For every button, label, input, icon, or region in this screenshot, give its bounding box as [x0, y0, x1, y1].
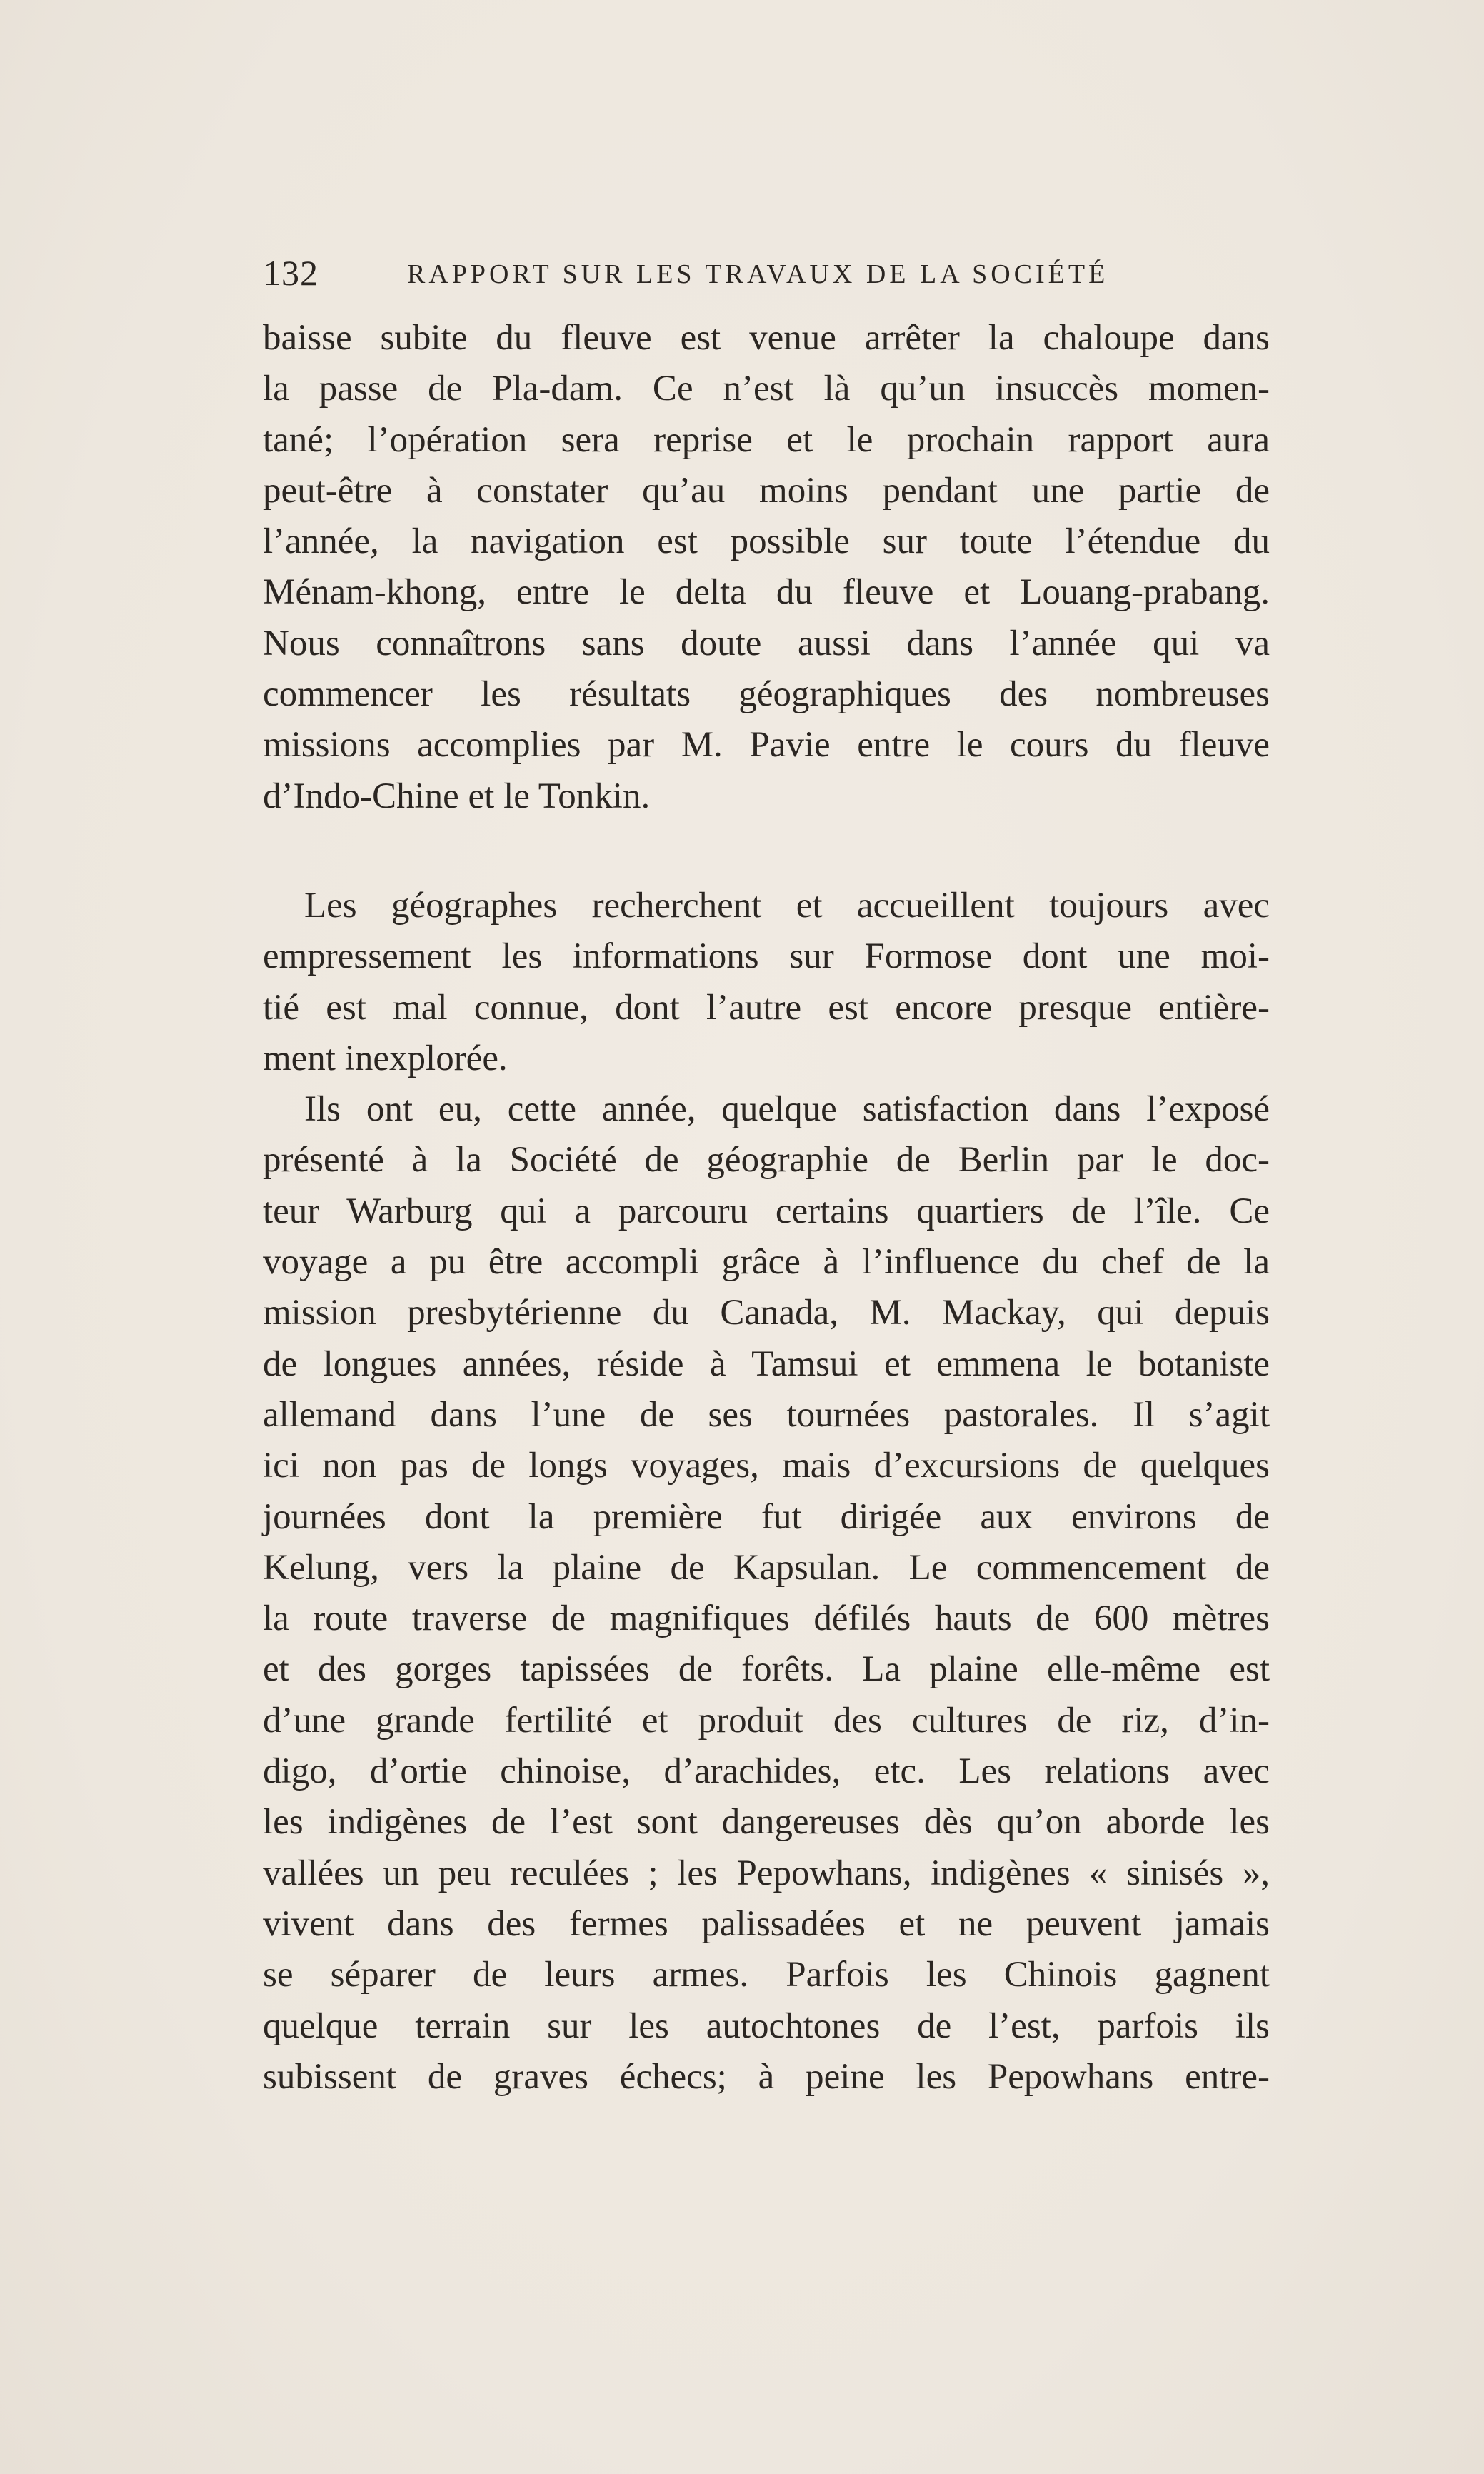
- paragraph-formosa-intro: [263, 881, 1270, 1084]
- page-number: 132: [263, 253, 319, 293]
- text-line: Les géographes recherchent et accueillent toujours avec: [304, 885, 1270, 926]
- text-line: journées dont la première fut dirigée aux environs de: [263, 1496, 1270, 1537]
- text-line: missions accomplies par M. Pavie entre le cours du fleuve: [263, 725, 1270, 766]
- text-line: digo, d’ortie chinoise, d’arachides, etc. Les relations avec: [263, 1751, 1270, 1792]
- text-line: Nous connaîtrons sans doute aussi dans l’année qui va: [263, 623, 1270, 663]
- text-line: les indigènes de l’est sont dangereuses dès qu’on aborde les: [263, 1802, 1270, 1843]
- running-title: RAPPORT SUR LES TRAVAUX DE LA SOCIÉTÉ: [407, 259, 1109, 289]
- text-line: la route traverse de magnifiques défilés hauts de 600 mètres: [263, 1598, 1270, 1639]
- text-line: d’une grande fertilité et produit des cultures de riz, d’in-: [263, 1700, 1270, 1741]
- text-line: Kelung, vers la plaine de Kapsulan. Le commencement de: [263, 1547, 1270, 1588]
- paragraph-warburg-report: [263, 1084, 1270, 2103]
- text-line: mission presbytérienne du Canada, M. Mackay, qui depuis: [263, 1293, 1270, 1333]
- text-line: de longues années, réside à Tamsui et emmena le botaniste: [263, 1343, 1270, 1384]
- text-line: vallées un peu reculées ; les Pepowhans, indigènes « sinisés »,: [263, 1853, 1270, 1893]
- text-line: vivent dans des fermes palissadées et ne peuvent jamais: [263, 1903, 1270, 1944]
- text-line: quelque terrain sur les autochtones de l’est, parfois ils: [263, 2005, 1270, 2046]
- text-line: d’Indo-Chine et le Tonkin.: [263, 776, 651, 816]
- text-line: peut-être à constater qu’au moins pendant une partie de: [263, 470, 1270, 511]
- text-line: ici non pas de longs voyages, mais d’excursions de quelques: [263, 1446, 1270, 1486]
- paragraph-mekong-navigation: [263, 313, 1270, 822]
- text-line: se séparer de leurs armes. Parfois les Chinois gagnent: [263, 1955, 1270, 1995]
- text-line: empressement les informations sur Formose dont une moi-: [263, 936, 1270, 977]
- text-line: allemand dans l’une de ses tournées pastorales. Il s’agit: [263, 1394, 1270, 1435]
- text-line: commencer les résultats géographiques des nombreuses: [263, 674, 1270, 715]
- text-line: l’année, la navigation est possible sur toute l’étendue du: [263, 521, 1270, 562]
- text-line: tié est mal connue, dont l’autre est encore presque entière-: [263, 987, 1270, 1028]
- text-line: la passe de Pla-dam. Ce n’est là qu’un insuccès momen-: [263, 369, 1270, 409]
- text-line: voyage a pu être accompli grâce à l’influence du chef de la: [263, 1242, 1270, 1283]
- text-line: ment inexplorée.: [263, 1038, 508, 1078]
- text-line: baisse subite du fleuve est venue arrêter la chaloupe dans: [263, 318, 1270, 358]
- text-line: présenté à la Société de géographie de Berlin par le doc-: [263, 1140, 1270, 1181]
- text-line: subissent de graves échecs; à peine les Pepowhans entre-: [263, 2056, 1270, 2097]
- text-line: et des gorges tapissées de forêts. La plaine elle-même est: [263, 1649, 1270, 1690]
- text-line: tané; l’opération sera reprise et le prochain rapport aura: [263, 419, 1270, 460]
- text-line: teur Warburg qui a parcouru certains quartiers de l’île. Ce: [263, 1191, 1270, 1231]
- text-line: Ils ont eu, cette année, quelque satisfaction dans l’exposé: [304, 1089, 1270, 1130]
- page-header: [263, 251, 1270, 294]
- body-text: [263, 313, 1270, 2103]
- text-line: Ménam-khong, entre le delta du fleuve et Louang-prabang.: [263, 572, 1270, 613]
